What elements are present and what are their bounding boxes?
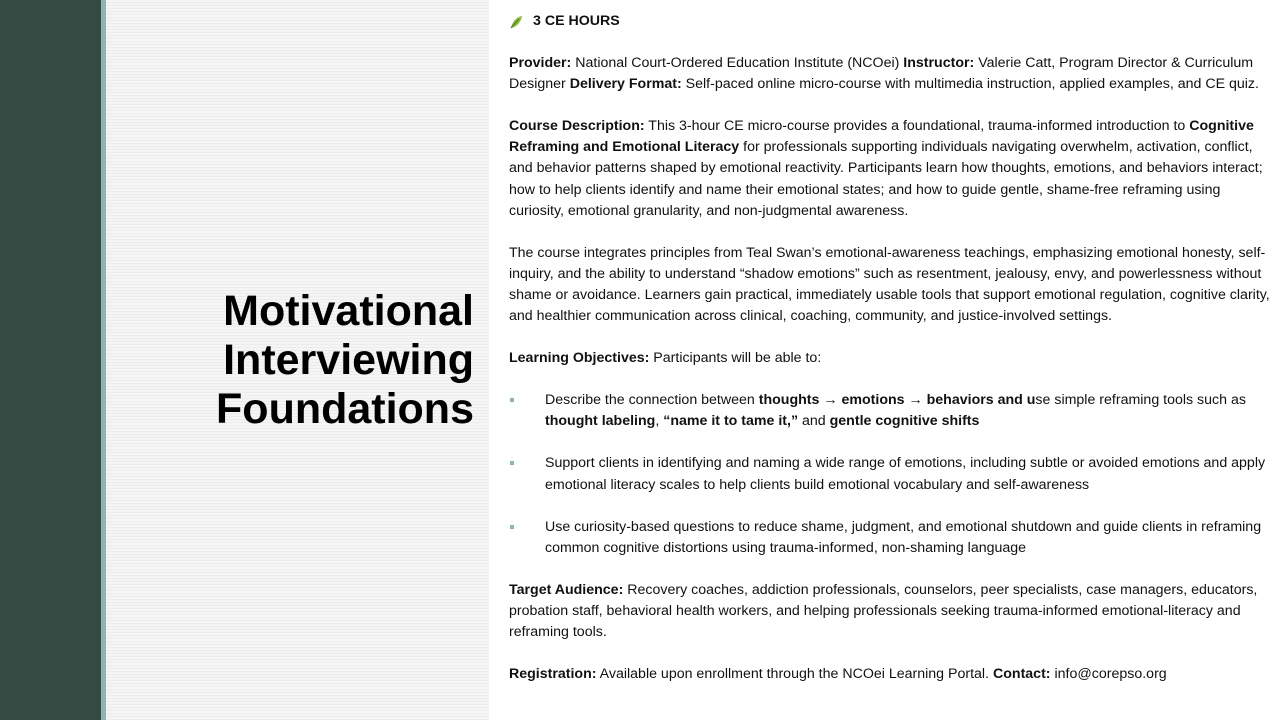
registration-label: Registration: bbox=[509, 666, 597, 683]
title-line-2: Interviewing bbox=[223, 336, 474, 384]
left-sidebar-bar bbox=[0, 0, 101, 720]
objective-1-bold-1: thoughts → emotions → behaviors and u bbox=[758, 392, 1036, 409]
square-bullet-icon bbox=[510, 461, 514, 465]
objective-1-text-1: Describe the connection between bbox=[545, 392, 755, 409]
course-description bbox=[509, 116, 1271, 221]
course-description-text-2: for professionals supporting individuals navigating overwhelm, activation, conflict, and behavior patterns shaped by emotional reactivity. Participants learn how thoughts, emotions, and behaviors interact; how to help clients identify and name their emotional states; and how to guide gentle, shame-free reframing using curiosity, emotional granularity, and non-judgmental awareness. bbox=[509, 139, 1263, 219]
provider-value: National Court-Ordered Education Institute (NCOei) bbox=[575, 55, 900, 72]
square-bullet-icon bbox=[510, 525, 514, 529]
objective-1-bold-2: thought labeling bbox=[545, 413, 656, 430]
target-audience-text: Recovery coaches, addiction professionals, counselors, peer specialists, case managers, educators, probation staff, behavioral health workers, and helping professionals seeking trauma-informed emotional-literacy and reframing tools. bbox=[509, 581, 1258, 640]
registration-text: Available upon enrollment through the NCOei Learning Portal. bbox=[599, 666, 990, 683]
objective-item-3 bbox=[509, 517, 1271, 559]
title-panel bbox=[106, 0, 489, 720]
course-description-bold: Cognitive Reframing and Emotional Literacy bbox=[509, 118, 1254, 156]
course-description-text-1: This 3-hour CE micro-course provides a foundational, trauma-informed introduction to bbox=[648, 118, 1186, 135]
instructor-value: Valerie Catt, Program Director & Curriculum Designer bbox=[509, 55, 1254, 93]
square-bullet-icon bbox=[510, 398, 514, 402]
objective-3-text: Use curiosity-based questions to reduce shame, judgment, and emotional shutdown and guide clients in reframing common cognitive distortions using trauma-informed, non-shaming language bbox=[545, 518, 1262, 556]
contact-label: Contact: bbox=[992, 666, 1051, 683]
delivery-format-value: Self-paced online micro-course with multimedia instruction, applied examples, and CE quiz. bbox=[685, 76, 1259, 93]
target-audience bbox=[509, 580, 1271, 643]
learning-objectives-intro-text: Participants will be able to: bbox=[653, 350, 822, 367]
instructor-label: Instructor: bbox=[903, 55, 975, 72]
title-line-3: Foundations bbox=[216, 385, 474, 433]
title-line-1: Motivational bbox=[223, 287, 474, 335]
ce-hours-text: 3 CE HOURS bbox=[533, 13, 620, 29]
objective-1-text-3: , bbox=[655, 413, 660, 430]
integration-paragraph: The course integrates principles from Teal Swan’s emotional-awareness teachings, emphasizing emotional honesty, self-inquiry, and the ability to understand “shadow emotions” such as resentment, jealousy, envy, and powerlessness without shame or avoidance. Learners gain practical, immediately usable tools that support emotional regulation, cognitive clarity, and healthier communication across clinical, coaching, community, and justice-involved settings. bbox=[509, 244, 1270, 325]
objective-1-text-4: and bbox=[802, 413, 826, 430]
course-description-label: Course Description: bbox=[509, 118, 645, 135]
objective-item-2 bbox=[509, 453, 1271, 495]
leaf-icon bbox=[509, 15, 523, 29]
provider-label: Provider: bbox=[509, 55, 572, 72]
registration bbox=[509, 664, 1271, 685]
ce-hours-heading bbox=[509, 11, 1271, 32]
provider-paragraph bbox=[509, 53, 1271, 95]
learning-objectives-intro bbox=[509, 348, 1271, 369]
objective-1-bold-3: “name it to tame it,” bbox=[663, 413, 799, 430]
course-details bbox=[509, 11, 1271, 706]
objective-2-text: Support clients in identifying and naming a wide range of emotions, including subtle or avoided emotions and apply emotional literacy scales to help clients build emotional vocabulary and self-awareness bbox=[545, 455, 1266, 493]
learning-objectives-label: Learning Objectives: bbox=[509, 350, 650, 367]
objective-item-1 bbox=[509, 390, 1271, 432]
page-title bbox=[114, 287, 474, 434]
delivery-format-label: Delivery Format: bbox=[569, 76, 682, 93]
objective-1-text-2: se simple reframing tools such as bbox=[1035, 392, 1246, 409]
contact-email: info@corepso.org bbox=[1054, 666, 1167, 683]
target-audience-label: Target Audience: bbox=[509, 581, 624, 598]
objective-1-bold-4: gentle cognitive shifts bbox=[829, 413, 980, 430]
